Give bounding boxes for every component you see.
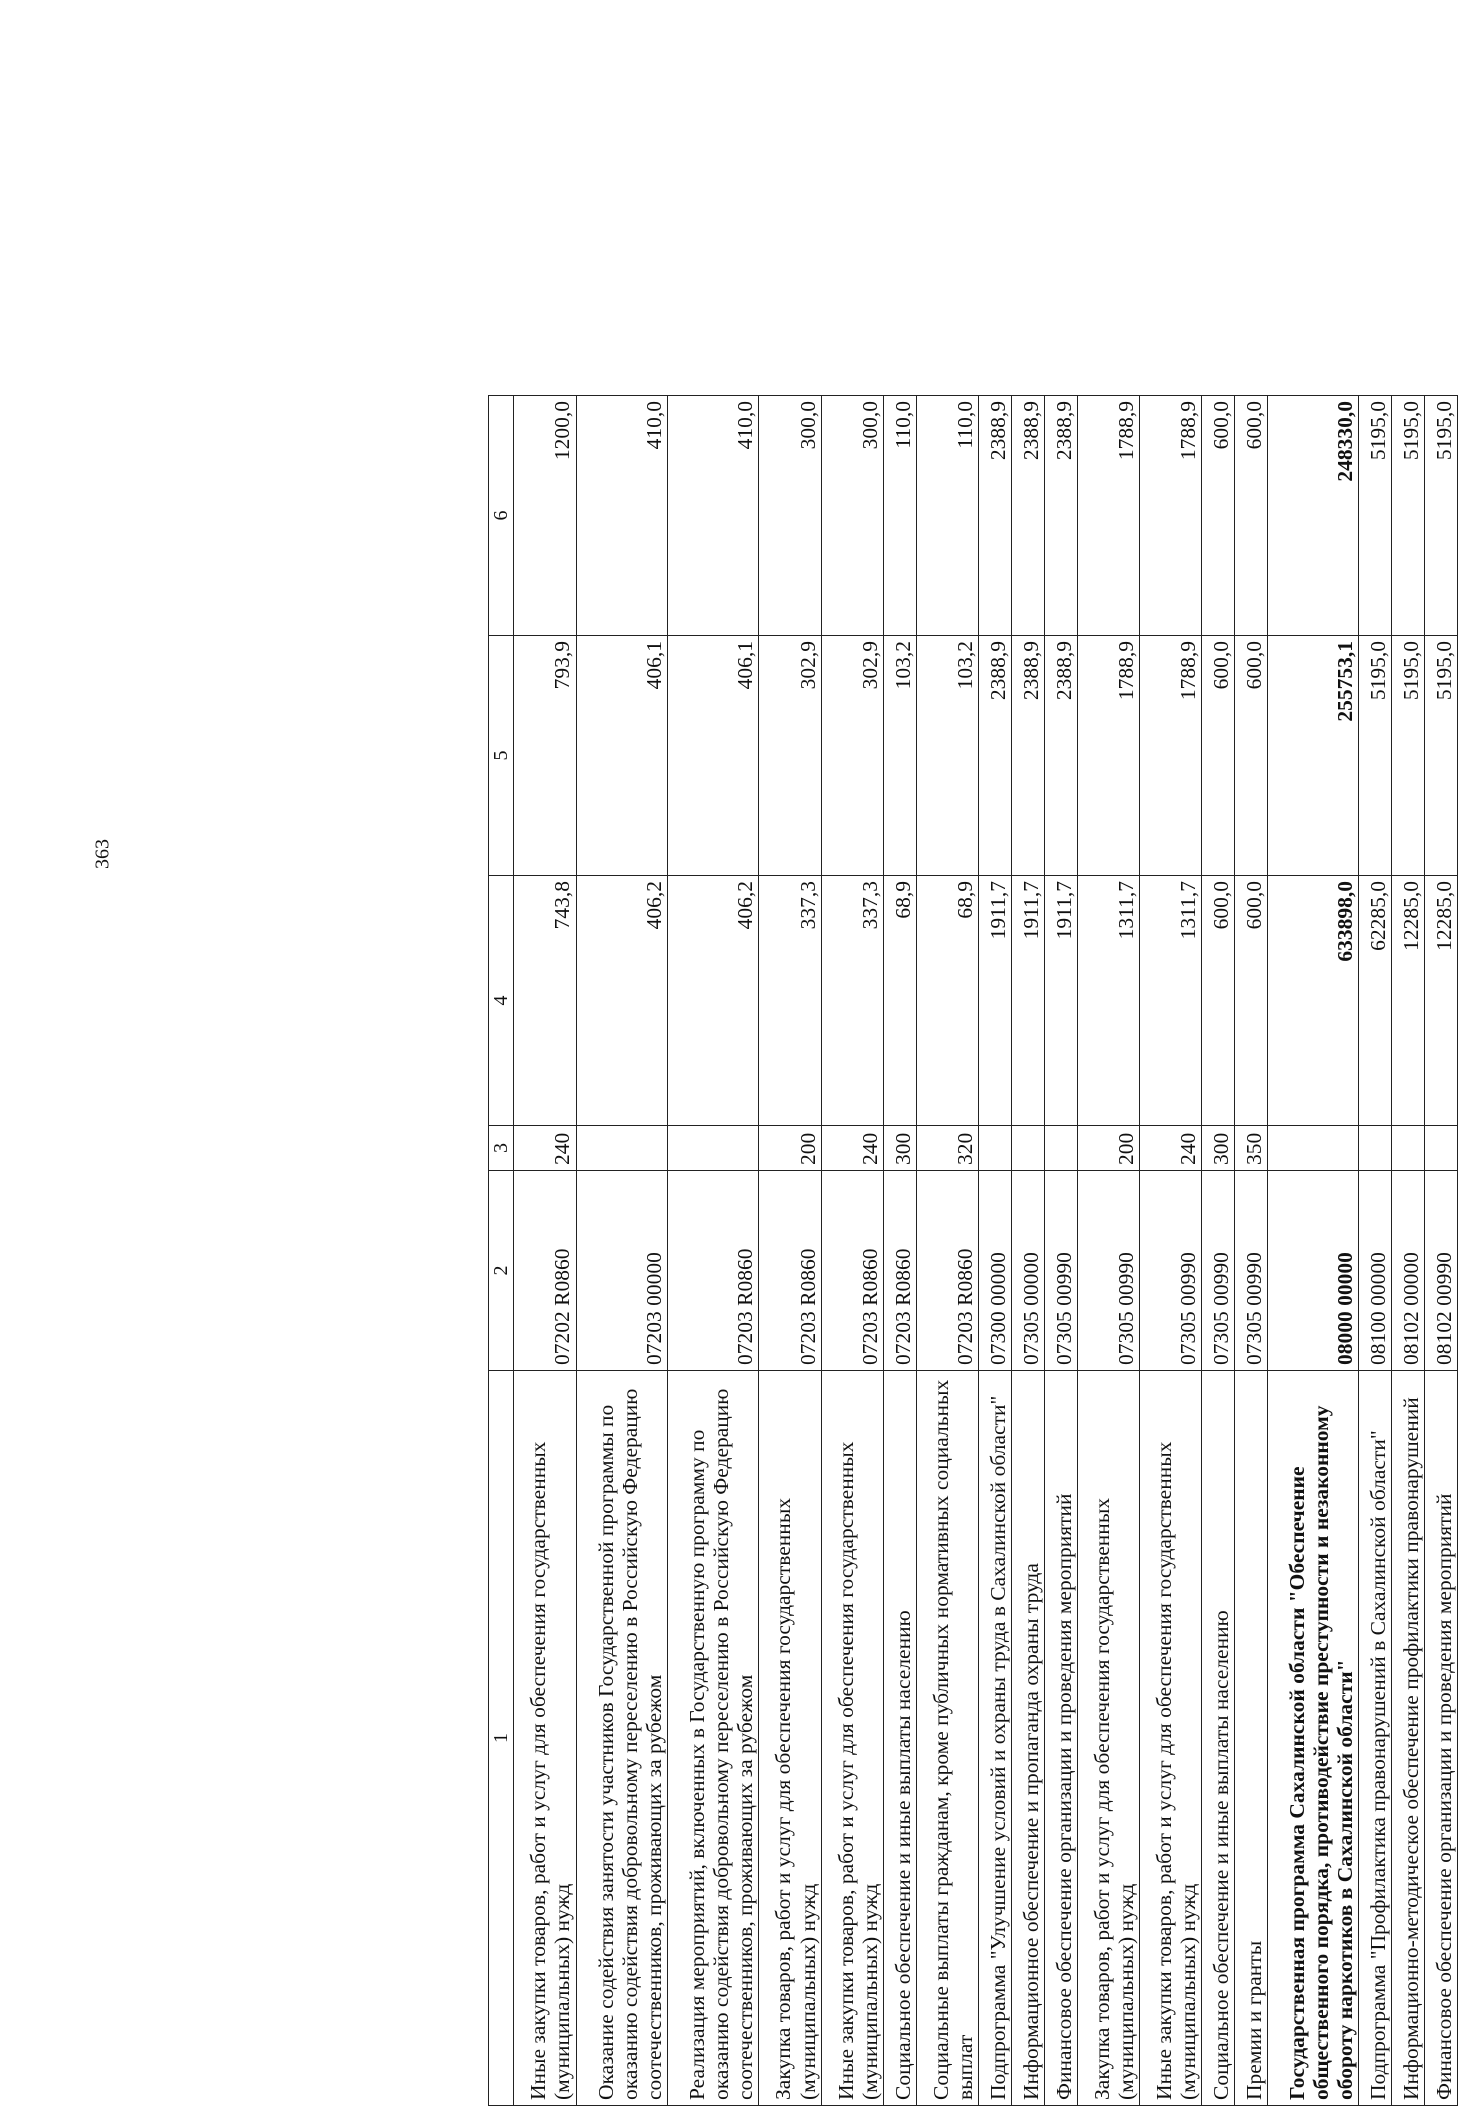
table-row — [576, 396, 667, 2106]
row-code: 07203 R0860 — [759, 1171, 821, 1371]
row-value-col5: 103,2 — [883, 636, 916, 876]
header-col-1: 1 — [489, 1371, 514, 2106]
table-row — [883, 396, 916, 2106]
row-name: Государственная программа Сахалинской области "Обеспечение общественного порядка, противодействие преступности и незаконному обороту наркотиков в Сахалинской области" — [1267, 1371, 1358, 2106]
row-name: Иные закупки товаров, работ и услуг для обеспечения государственных (муниципальных) нужд — [821, 1371, 883, 2106]
row-name: Финансовое обеспечение организации и проведения мероприятий — [1424, 1371, 1457, 2106]
table-row — [1392, 396, 1425, 2106]
row-value-col6: 110,0 — [916, 396, 978, 636]
table-row — [1011, 396, 1044, 2106]
table-row — [916, 396, 978, 2106]
table-row — [1359, 396, 1392, 2106]
row-code: 07203 R0860 — [668, 1171, 759, 1371]
header-col-6: 6 — [489, 396, 514, 636]
row-code: 08000 00000 — [1267, 1171, 1358, 1371]
row-value-col5: 406,1 — [576, 636, 667, 876]
row-code: 07305 00990 — [1234, 1171, 1267, 1371]
row-value-col4: 68,9 — [916, 876, 978, 1126]
row-expense-type: 300 — [1201, 1126, 1234, 1171]
header-col-4: 4 — [489, 876, 514, 1126]
row-value-col4: 1311,7 — [1077, 876, 1139, 1126]
row-value-col6: 300,0 — [759, 396, 821, 636]
row-expense-type — [1392, 1126, 1425, 1171]
row-code: 07203 00000 — [576, 1171, 667, 1371]
row-expense-type: 240 — [821, 1126, 883, 1171]
row-name: Реализация мероприятий, включенных в Государственную программу по оказанию содействия добровольному переселению в Российскую Федерацию соотечественников, проживающих за рубежом — [668, 1371, 759, 2106]
header-col-5: 5 — [489, 636, 514, 876]
row-code: 07305 00990 — [1201, 1171, 1234, 1371]
header-row — [489, 396, 514, 2106]
row-value-col4: 406,2 — [668, 876, 759, 1126]
row-name: Информационно-методическое обеспечение профилактики правонарушений — [1392, 1371, 1425, 2106]
table-row — [1424, 396, 1457, 2106]
row-name: Закупка товаров, работ и услуг для обеспечения государственных (муниципальных) нужд — [759, 1371, 821, 2106]
row-value-col5: 600,0 — [1201, 636, 1234, 876]
row-name: Информационное обеспечение и пропаганда охраны труда — [1011, 1371, 1044, 2106]
row-name: Иные закупки товаров, работ и услуг для обеспечения государственных (муниципальных) нужд — [1139, 1371, 1201, 2106]
row-name: Социальное обеспечение и иные выплаты населению — [883, 1371, 916, 2106]
row-value-col5: 793,9 — [514, 636, 576, 876]
row-name: Премии и гранты — [1234, 1371, 1267, 2106]
row-value-col6: 5195,0 — [1392, 396, 1425, 636]
row-value-col6: 248330,0 — [1267, 396, 1358, 636]
row-value-col6: 5195,0 — [1424, 396, 1457, 636]
row-name: Подпрограмма "Профилактика правонарушений в Сахалинской области" — [1359, 1371, 1392, 2106]
row-expense-type: 240 — [1139, 1126, 1201, 1171]
row-name: Социальные выплаты гражданам, кроме публичных нормативных социальных выплат — [916, 1371, 978, 2106]
row-value-col5: 2388,9 — [1011, 636, 1044, 876]
row-value-col4: 600,0 — [1201, 876, 1234, 1126]
row-value-col4: 600,0 — [1234, 876, 1267, 1126]
row-value-col5: 2388,9 — [1044, 636, 1077, 876]
row-value-col4: 12285,0 — [1424, 876, 1457, 1126]
row-name: Закупка товаров, работ и услуг для обеспечения государственных (муниципальных) нужд — [1077, 1371, 1139, 2106]
row-expense-type — [576, 1126, 667, 1171]
rotated-page-content — [488, 396, 1458, 2106]
row-expense-type: 300 — [883, 1126, 916, 1171]
row-value-col4: 12285,0 — [1392, 876, 1425, 1126]
row-code: 07202 R0860 — [514, 1171, 576, 1371]
row-value-col5: 1788,9 — [1139, 636, 1201, 876]
row-value-col5: 600,0 — [1234, 636, 1267, 876]
row-code: 07203 R0860 — [883, 1171, 916, 1371]
row-value-col6: 5195,0 — [1359, 396, 1392, 636]
row-expense-type: 320 — [916, 1126, 978, 1171]
row-name: Оказание содействия занятости участников Государственной программы по оказанию содействия добровольному переселению в Российскую Федерацию соотечественников, проживающих за рубежом — [576, 1371, 667, 2106]
row-value-col5: 5195,0 — [1424, 636, 1457, 876]
row-value-col4: 743,8 — [514, 876, 576, 1126]
row-expense-type: 200 — [1077, 1126, 1139, 1171]
row-expense-type: 350 — [1234, 1126, 1267, 1171]
row-value-col5: 302,9 — [759, 636, 821, 876]
header-col-2: 2 — [489, 1171, 514, 1371]
row-code: 07305 00990 — [1077, 1171, 1139, 1371]
row-value-col6: 600,0 — [1234, 396, 1267, 636]
row-code: 07305 00990 — [1139, 1171, 1201, 1371]
budget-table — [488, 395, 1458, 2106]
row-value-col4: 68,9 — [883, 876, 916, 1126]
row-expense-type — [668, 1126, 759, 1171]
row-value-col6: 410,0 — [576, 396, 667, 636]
row-value-col4: 633898,0 — [1267, 876, 1358, 1126]
row-name: Подпрограмма "Улучшение условий и охраны труда в Сахалинской области" — [978, 1371, 1011, 2106]
row-value-col4: 1911,7 — [1011, 876, 1044, 1126]
row-value-col6: 410,0 — [668, 396, 759, 636]
row-value-col4: 62285,0 — [1359, 876, 1392, 1126]
table-row — [1267, 396, 1358, 2106]
row-value-col5: 255753,1 — [1267, 636, 1358, 876]
row-value-col6: 2388,9 — [1044, 396, 1077, 636]
table-row — [1139, 396, 1201, 2106]
row-value-col4: 406,2 — [576, 876, 667, 1126]
table-row — [821, 396, 883, 2106]
row-value-col4: 337,3 — [821, 876, 883, 1126]
row-name: Социальное обеспечение и иные выплаты населению — [1201, 1371, 1234, 2106]
row-expense-type — [1044, 1126, 1077, 1171]
row-value-col4: 1311,7 — [1139, 876, 1201, 1126]
row-code: 07203 R0860 — [916, 1171, 978, 1371]
row-value-col6: 600,0 — [1201, 396, 1234, 636]
row-value-col5: 1788,9 — [1077, 636, 1139, 876]
row-expense-type: 200 — [759, 1126, 821, 1171]
row-code: 07305 00990 — [1044, 1171, 1077, 1371]
row-value-col5: 406,1 — [668, 636, 759, 876]
row-code: 08102 00990 — [1424, 1171, 1457, 1371]
row-value-col6: 1200,0 — [514, 396, 576, 636]
row-value-col5: 2388,9 — [978, 636, 1011, 876]
row-name: Финансовое обеспечение организации и проведения мероприятий — [1044, 1371, 1077, 2106]
row-value-col6: 1788,9 — [1139, 396, 1201, 636]
row-value-col4: 337,3 — [759, 876, 821, 1126]
row-value-col6: 300,0 — [821, 396, 883, 636]
row-value-col5: 5195,0 — [1359, 636, 1392, 876]
row-expense-type — [978, 1126, 1011, 1171]
row-code: 08100 00000 — [1359, 1171, 1392, 1371]
row-value-col4: 1911,7 — [978, 876, 1011, 1126]
table-row — [1234, 396, 1267, 2106]
table-row — [1201, 396, 1234, 2106]
row-code: 07305 00000 — [1011, 1171, 1044, 1371]
row-value-col5: 5195,0 — [1392, 636, 1425, 876]
page-number: 363 — [91, 839, 114, 869]
header-col-3: 3 — [489, 1126, 514, 1171]
table-row — [759, 396, 821, 2106]
row-value-col6: 110,0 — [883, 396, 916, 636]
table-row — [978, 396, 1011, 2106]
row-code: 07300 00000 — [978, 1171, 1011, 1371]
table-row — [1077, 396, 1139, 2106]
row-value-col6: 2388,9 — [1011, 396, 1044, 636]
row-expense-type — [1011, 1126, 1044, 1171]
row-code: 07203 R0860 — [821, 1171, 883, 1371]
row-value-col6: 2388,9 — [978, 396, 1011, 636]
row-value-col4: 1911,7 — [1044, 876, 1077, 1126]
row-value-col6: 1788,9 — [1077, 396, 1139, 636]
row-value-col5: 302,9 — [821, 636, 883, 876]
row-name: Иные закупки товаров, работ и услуг для обеспечения государственных (муниципальных) нужд — [514, 1371, 576, 2106]
row-code: 08102 00000 — [1392, 1171, 1425, 1371]
row-expense-type — [1359, 1126, 1392, 1171]
row-expense-type: 240 — [514, 1126, 576, 1171]
table-row — [1044, 396, 1077, 2106]
row-expense-type — [1267, 1126, 1358, 1171]
row-value-col5: 103,2 — [916, 636, 978, 876]
table-row — [668, 396, 759, 2106]
table-row — [514, 396, 576, 2106]
row-expense-type — [1424, 1126, 1457, 1171]
